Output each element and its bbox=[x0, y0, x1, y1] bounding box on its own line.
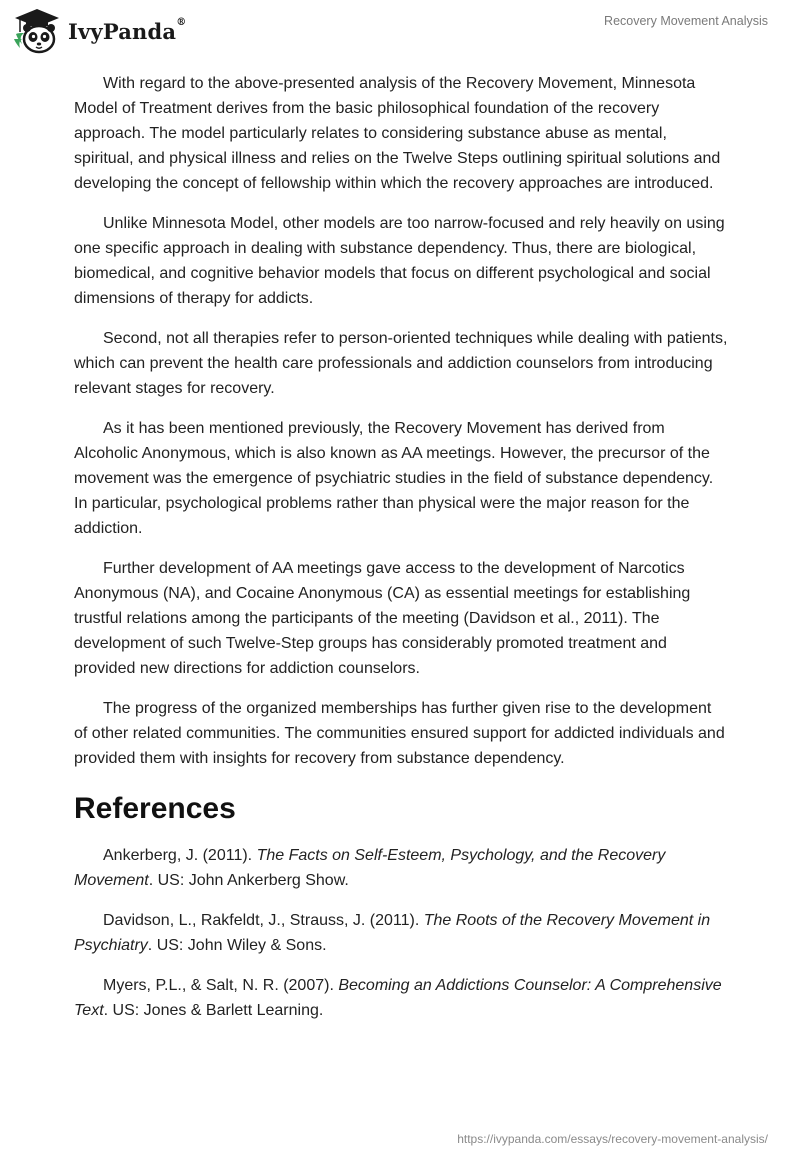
body-paragraph: Second, not all therapies refer to person-oriented techniques while dealing with patients, which can prevent the health care professionals and addiction counselors from introducing relevant stages for recovery. bbox=[74, 330, 728, 397]
essay-content bbox=[74, 71, 728, 1038]
reference-publisher: . US: Jones & Barlett Learning. bbox=[103, 1002, 324, 1019]
body-paragraph: As it has been mentioned previously, the Recovery Movement has derived from Alcoholic Anonymous, which is also known as AA meetings. However, the precursor of the movement was the emergence of psychiatric studies in the field of substance dependency. In particular, psychological problems rather than physical were the major reason for the addiction. bbox=[74, 420, 714, 537]
reference-entry bbox=[74, 973, 728, 1023]
reference-author: Davidson, L., Rakfeldt, J., Strauss, J. (2011). bbox=[103, 912, 424, 929]
reference-title: The Roots of the Recovery Movement in Psychiatry bbox=[74, 912, 711, 954]
reference-author: Ankerberg, J. (2011). bbox=[103, 847, 257, 864]
ivypanda-logo[interactable] bbox=[12, 6, 186, 56]
reference-entry bbox=[74, 843, 728, 893]
document-title: Recovery Movement Analysis bbox=[604, 14, 768, 28]
body-paragraph: The progress of the organized memberships has further given rise to the development of other related communities. The communities ensured support for addicted individuals and provided them with insights for recovery from substance dependency. bbox=[74, 700, 725, 767]
reference-title: Becoming an Addictions Counselor: A Comprehensive Text bbox=[74, 977, 722, 1019]
panda-graduate-icon bbox=[12, 6, 62, 56]
page-header bbox=[0, 0, 800, 60]
references-heading: References bbox=[74, 792, 236, 825]
body-paragraph: With regard to the above-presented analysis of the Recovery Movement, Minnesota Model of Treatment derives from the basic philosophical foundation of the recovery approach. The model particularly relates to considering substance abuse as mental, spiritual, and physical illness and relies on the Twelve Steps outlining spiritual solutions and developing the concept of fellowship within which the recovery approaches are introduced. bbox=[74, 75, 721, 192]
reference-publisher: . US: John Ankerberg Show. bbox=[148, 872, 349, 889]
reference-author: Myers, P.L., & Salt, N. R. (2007). bbox=[103, 977, 339, 994]
body-paragraph: Unlike Minnesota Model, other models are too narrow-focused and rely heavily on using one specific approach in dealing with substance dependency. Thus, there are biological, biomedical, and cognitive behavior models that focus on different psychological and social dimensions of therapy for addicts. bbox=[74, 215, 725, 307]
body-paragraph: Further development of AA meetings gave access to the development of Narcotics Anonymous (NA), and Cocaine Anonymous (CA) as essential meetings for establishing trustful relations among the participants of the meeting (Davidson et al., 2011). The development of such Twelve-Step groups has considerably promoted treatment and provided new directions for addiction counselors. bbox=[74, 560, 691, 677]
reference-entry bbox=[74, 908, 728, 958]
brand-name: IvyPanda® bbox=[68, 16, 187, 44]
reference-title: The Facts on Self-Esteem, Psychology, and the Recovery Movement bbox=[74, 847, 666, 889]
reference-publisher: . US: John Wiley & Sons. bbox=[147, 937, 327, 954]
source-url-link[interactable]: https://ivypanda.com/essays/recovery-movement-analysis/ bbox=[457, 1132, 768, 1146]
